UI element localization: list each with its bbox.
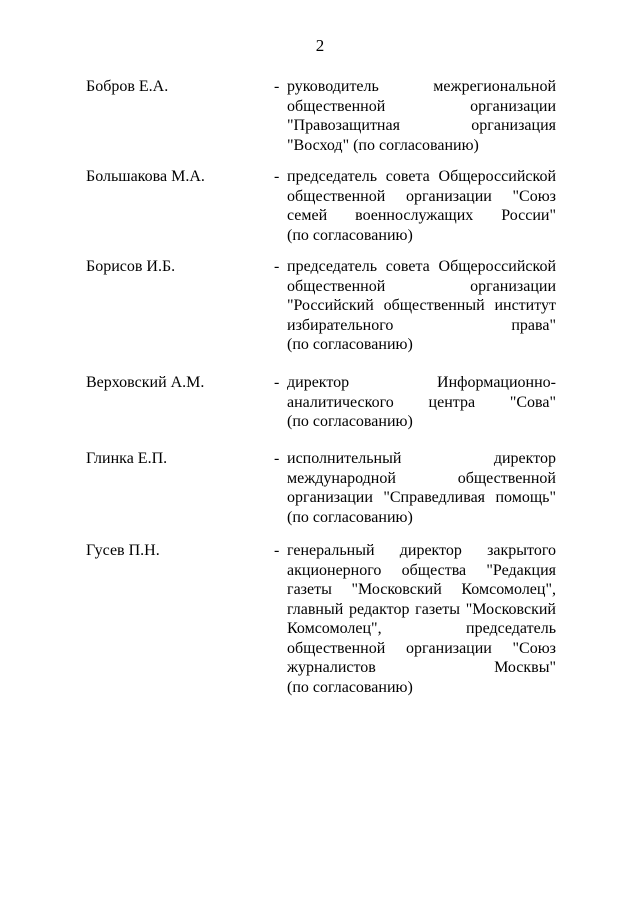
position-line: общественной организации "Союз — [287, 639, 556, 657]
position-line: общественной организации "Союз — [287, 187, 556, 205]
position-line: "Правозащитная организация — [287, 117, 556, 134]
member-name: Большакова М.А. — [86, 168, 205, 185]
dash-separator: - — [274, 168, 280, 185]
position-line: общественной организации — [287, 277, 556, 295]
member-position — [287, 257, 556, 355]
member-position — [287, 373, 556, 432]
dash-separator: - — [274, 542, 280, 559]
position-line: (по согласованию) — [287, 678, 413, 696]
position-line: "Российский общественный институт — [287, 297, 556, 314]
member-position — [287, 449, 556, 527]
position-line: избирательного права" — [287, 316, 556, 334]
position-line: генеральный директор закрытого — [287, 542, 556, 559]
dash-separator: - — [274, 450, 280, 467]
position-line: руководитель межрегиональной — [287, 78, 556, 95]
member-name: Борисов И.Б. — [86, 258, 176, 275]
member-entry-verkhovsky — [86, 373, 561, 432]
position-line: (по согласованию) — [287, 413, 413, 430]
member-name: Верховский А.М. — [86, 374, 205, 391]
position-line: общественной организации — [287, 97, 556, 115]
page-number: 2 — [315, 36, 325, 55]
dash-separator: - — [274, 374, 280, 391]
position-line: председатель совета Общероссийской — [287, 258, 556, 275]
position-line: директор Информационно- — [287, 374, 556, 391]
position-line: (по согласованию) — [287, 336, 413, 353]
member-name: Гусев П.Н. — [86, 542, 160, 559]
position-line: газеты "Московский Комсомолец", — [287, 581, 556, 598]
position-line: организации "Справедливая помощь" — [287, 489, 556, 506]
position-line: главный редактор газеты "Московский — [287, 600, 556, 618]
position-line: аналитического центра "Сова" — [287, 393, 556, 411]
position-line: исполнительный директор — [287, 450, 556, 467]
position-line: (по согласованию) — [287, 226, 413, 244]
member-entry-bolshakova — [86, 167, 561, 245]
member-entry-bobrov — [86, 77, 561, 155]
position-line: акционерного общества "Редакция — [287, 561, 556, 579]
position-line: семей военнослужащих России" — [287, 207, 556, 224]
member-name: Бобров Е.А. — [86, 78, 169, 95]
dash-separator: - — [274, 258, 280, 275]
member-position — [287, 541, 556, 697]
position-line: Комсомолец", председатель — [287, 620, 556, 637]
position-line: журналистов Москвы" — [287, 659, 556, 676]
member-entry-glinka — [86, 449, 561, 527]
member-position — [287, 167, 556, 245]
dash-separator: - — [274, 78, 280, 95]
member-entry-borisov — [86, 257, 561, 355]
position-line: "Восход" (по согласованию) — [287, 136, 479, 154]
member-position — [287, 77, 556, 155]
position-line: председатель совета Общероссийской — [287, 168, 556, 185]
position-line: (по согласованию) — [287, 508, 413, 526]
member-name: Глинка Е.П. — [86, 450, 168, 467]
member-entry-gusev — [86, 541, 561, 697]
position-line: международной общественной — [287, 469, 556, 487]
